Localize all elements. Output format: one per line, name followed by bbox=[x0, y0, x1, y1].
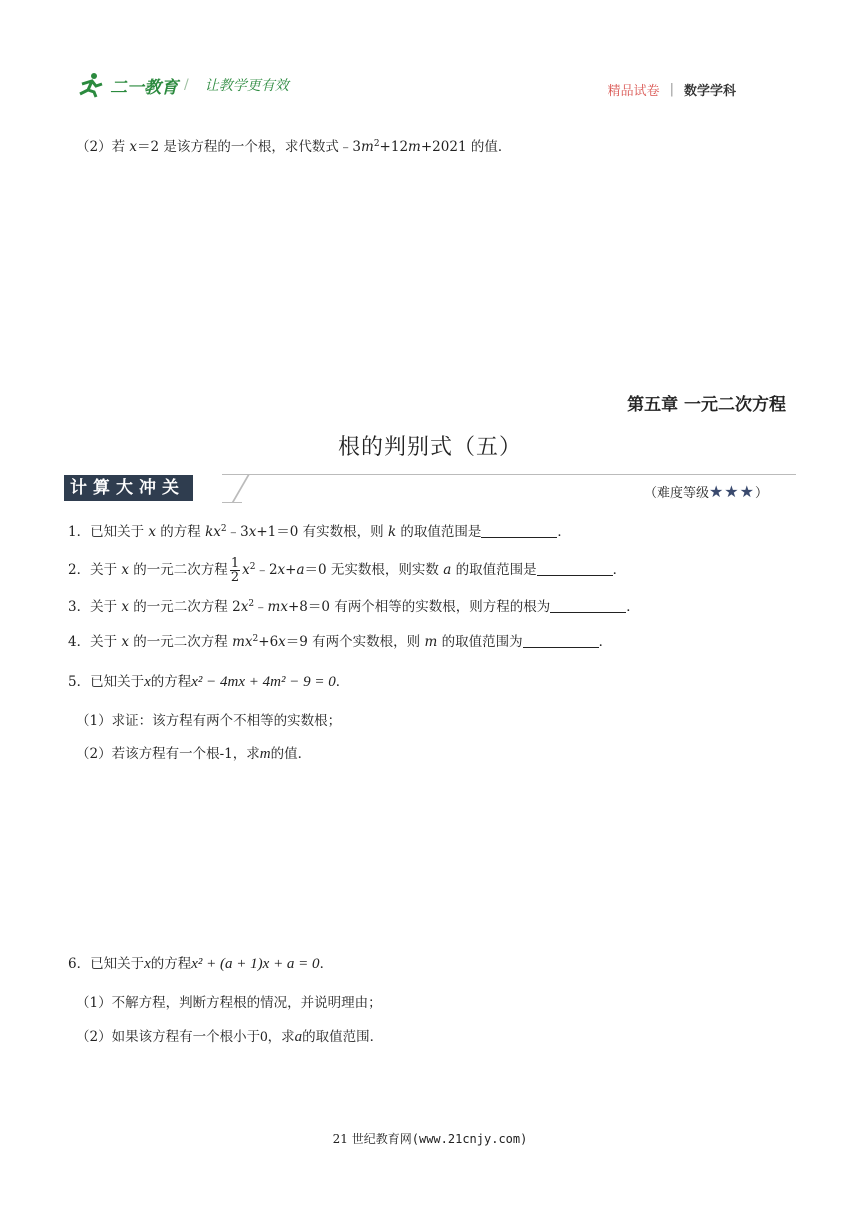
var: x bbox=[242, 562, 250, 578]
text: 1．已知关于 bbox=[68, 524, 149, 540]
footer-site: 21 世纪教育网 bbox=[332, 1132, 412, 1146]
var: x bbox=[240, 599, 249, 615]
text: ＝2 是该方程的一个根，求代数式﹣3 bbox=[137, 139, 361, 155]
var: m bbox=[408, 139, 421, 155]
brand-slogan: 让教学更有效 bbox=[204, 78, 289, 94]
var: x bbox=[248, 524, 257, 540]
prev-question bbox=[76, 138, 511, 156]
brand-logo bbox=[76, 72, 289, 98]
chapter-heading: 第五章 一元二次方程 bbox=[627, 395, 786, 415]
text: ． bbox=[626, 599, 640, 615]
text: ＝0 无实数根，则实数 bbox=[304, 562, 444, 578]
answer-blank[interactable] bbox=[550, 598, 626, 613]
question-2 bbox=[68, 556, 626, 584]
header-tags bbox=[608, 80, 736, 99]
exponent: 2 bbox=[248, 599, 255, 609]
number: 0 bbox=[260, 1029, 268, 1045]
page-footer bbox=[0, 1130, 860, 1147]
text: （2）如果该方程有一个根小于 bbox=[76, 1029, 261, 1045]
var: x bbox=[144, 674, 151, 690]
text: ，求 bbox=[267, 1029, 295, 1045]
var: x bbox=[277, 562, 286, 578]
text: ﹣3 bbox=[226, 524, 249, 540]
difficulty-label: （难度等级 bbox=[643, 486, 709, 501]
difficulty-rating bbox=[644, 482, 768, 501]
question-1 bbox=[68, 523, 571, 541]
text: 4．关于 bbox=[68, 634, 122, 650]
equation: x² − 4mx + 4m² − 9 = 0 bbox=[191, 674, 336, 690]
text: ． bbox=[557, 524, 571, 540]
text: ． bbox=[598, 634, 613, 650]
var: a bbox=[443, 562, 452, 578]
text: （2）若 bbox=[76, 139, 130, 155]
banner-rule bbox=[222, 474, 796, 475]
question-4 bbox=[68, 633, 612, 651]
text: 的方程 bbox=[150, 674, 192, 690]
tag-separator: | bbox=[669, 82, 674, 97]
text: +6 bbox=[258, 634, 279, 650]
var: mx bbox=[232, 634, 253, 650]
text: 的一元二次方程 bbox=[129, 634, 233, 650]
question-3 bbox=[68, 598, 640, 616]
equation: x² + (a + 1)x + a = 0 bbox=[191, 956, 320, 972]
var: x bbox=[278, 634, 286, 650]
var: m bbox=[361, 139, 374, 155]
brand-separator: / bbox=[184, 77, 189, 93]
text: +2021 的值． bbox=[420, 139, 512, 155]
question-5 bbox=[68, 673, 349, 691]
answer-blank[interactable] bbox=[523, 633, 599, 648]
text: 的值． bbox=[270, 746, 312, 762]
exponent: 2 bbox=[252, 634, 259, 644]
var: a bbox=[294, 1029, 303, 1045]
var: x bbox=[121, 634, 130, 650]
question-6 bbox=[68, 955, 333, 973]
var: x bbox=[121, 562, 130, 578]
text: 2．关于 bbox=[68, 562, 122, 578]
var: x bbox=[148, 524, 157, 540]
question-5-part-2 bbox=[76, 745, 311, 763]
difficulty-suffix: ） bbox=[754, 486, 768, 501]
var: kx bbox=[205, 524, 221, 540]
text: 的方程 bbox=[156, 524, 206, 540]
text: ． bbox=[335, 674, 350, 690]
text: ﹣2 bbox=[255, 562, 278, 578]
exponent: 2 bbox=[249, 562, 256, 572]
tag-premium: 精品试卷 bbox=[607, 84, 660, 99]
var: x bbox=[121, 599, 130, 615]
text: 3．关于 bbox=[68, 599, 122, 615]
text: 的取值范围是 bbox=[396, 524, 482, 540]
tag-subject: 数学学科 bbox=[683, 84, 736, 99]
var: x bbox=[129, 139, 138, 155]
text: （2）若该方程有一个根-1，求 bbox=[76, 746, 260, 762]
fraction bbox=[230, 557, 240, 584]
var: x bbox=[144, 956, 151, 972]
exponent: 2 bbox=[373, 139, 380, 149]
var: k bbox=[387, 524, 397, 540]
text: ． bbox=[612, 562, 627, 578]
numerator: 1 bbox=[230, 556, 240, 571]
text: +1＝0 有实数根，则 bbox=[256, 524, 388, 540]
var: a bbox=[296, 562, 305, 578]
answer-blank[interactable] bbox=[537, 561, 613, 576]
text: ＝9 有两个实数根，则 bbox=[285, 634, 425, 650]
text: ﹣ bbox=[254, 599, 268, 615]
text: 的一元二次方程 bbox=[129, 562, 228, 578]
text: 的方程 bbox=[150, 956, 192, 972]
star-icon: ★★★ bbox=[708, 482, 755, 501]
var: m bbox=[424, 634, 438, 650]
text: 6．已知关于 bbox=[68, 956, 145, 972]
banner-slash bbox=[232, 474, 250, 502]
section-label: 计算大冲关 bbox=[64, 475, 193, 501]
text: ． bbox=[319, 956, 334, 972]
var: mx bbox=[267, 599, 288, 615]
text: 的取值范围是 bbox=[451, 562, 537, 578]
text: +12 bbox=[379, 139, 409, 155]
brand-name: 二一教育 bbox=[110, 77, 178, 98]
runner-icon bbox=[76, 72, 104, 98]
question-6-part-1: （1）不解方程，判断方程根的情况，并说明理由； bbox=[76, 995, 382, 1011]
denominator: 2 bbox=[230, 570, 240, 585]
question-5-part-1: （1）求证：该方程有两个不相等的实数根； bbox=[76, 713, 342, 729]
var: m bbox=[259, 746, 271, 762]
banner-base-rule bbox=[222, 502, 242, 503]
page-title: 根的判别式（五） bbox=[337, 435, 522, 460]
question-6-part-2 bbox=[76, 1028, 383, 1046]
text: 的一元二次方程 2 bbox=[129, 599, 241, 615]
text: 的取值范围． bbox=[302, 1029, 384, 1045]
text: 5．已知关于 bbox=[68, 674, 145, 690]
footer-url[interactable]: (www.21cnjy.com) bbox=[411, 1132, 528, 1146]
exponent: 2 bbox=[220, 524, 227, 534]
section-banner bbox=[64, 475, 193, 501]
answer-blank[interactable] bbox=[481, 523, 557, 538]
text: + bbox=[285, 562, 297, 578]
text: 的取值范围为 bbox=[437, 634, 523, 650]
text: +8＝0 有两个相等的实数根，则方程的根为 bbox=[287, 599, 551, 615]
